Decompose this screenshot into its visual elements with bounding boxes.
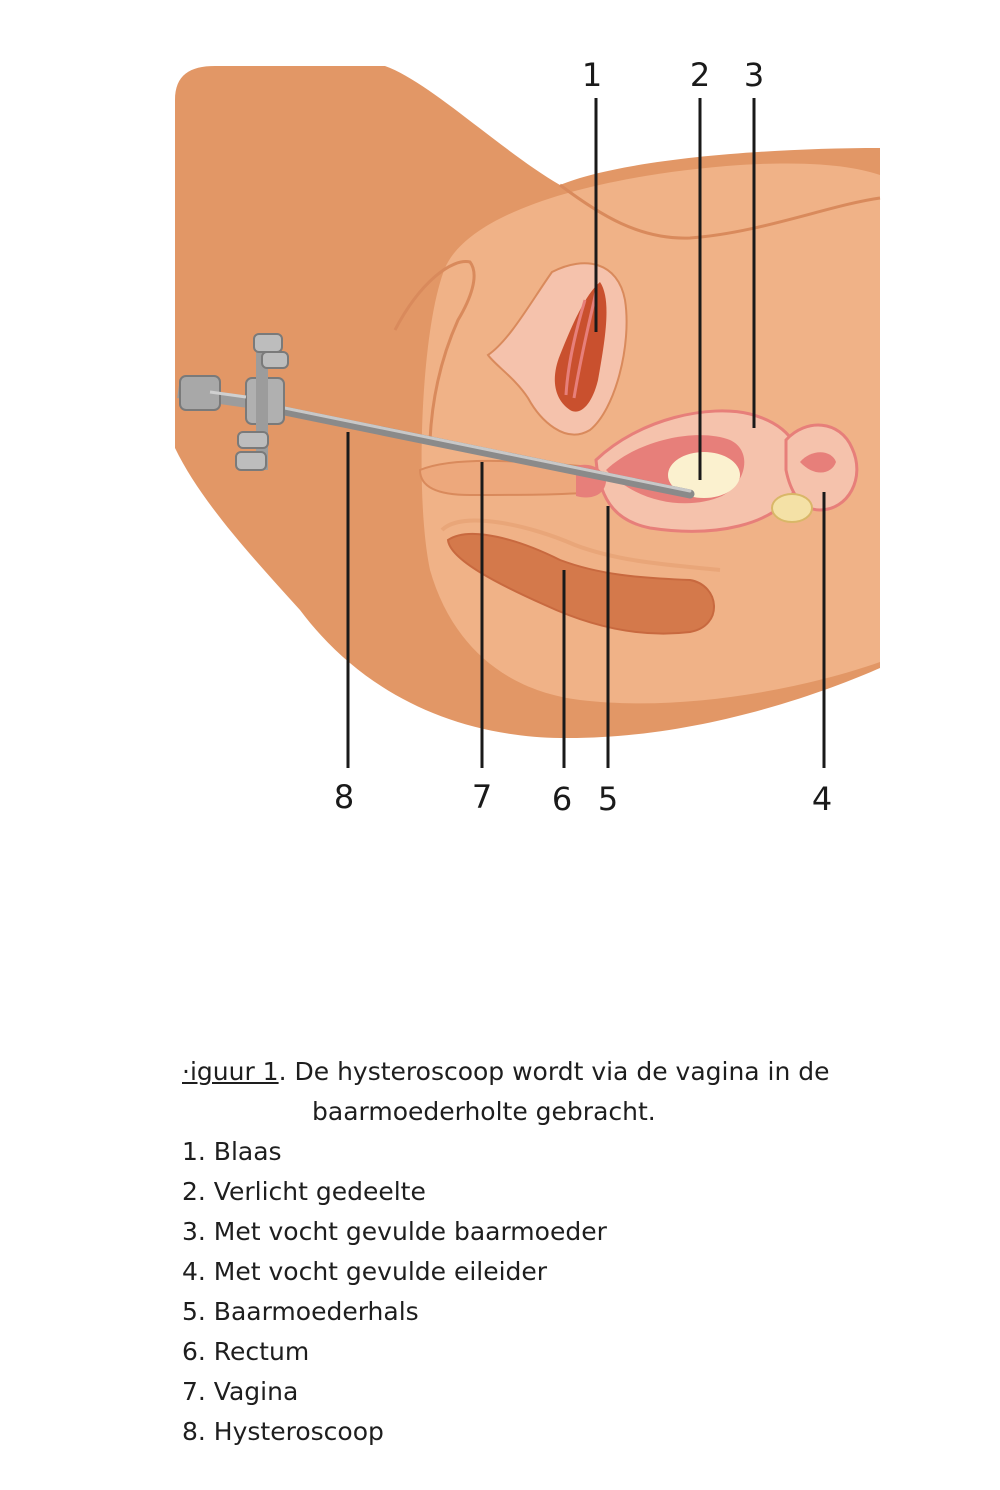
callout-number-7: 7 [471,778,493,816]
legend-item: 7. Vagina [182,1377,299,1406]
figure-caption [182,1052,942,1452]
callout-number-1: 1 [581,56,603,94]
caption-line-2: baarmoederholte gebracht. [312,1097,656,1126]
callout-number-3: 3 [743,56,765,94]
callout-number-4: 4 [811,780,833,818]
figure-reference: ·iguur 1 [182,1057,279,1086]
callout-number-5: 5 [597,780,619,818]
legend-item: 1. Blaas [182,1137,282,1166]
caption-line-1 [182,1052,942,1092]
legend-item: 4. Met vocht gevulde eileider [182,1257,548,1286]
ovary [772,494,812,522]
legend-item: 8. Hysteroscoop [182,1417,384,1446]
callout-number-6: 6 [551,780,573,818]
callout-number-8: 8 [333,778,355,816]
callout-number-2: 2 [689,56,711,94]
legend-list [182,1132,942,1452]
caption-text-1: . De hysteroscoop wordt via de vagina in de [278,1057,830,1086]
legend-item: 3. Met vocht gevulde baarmoeder [182,1217,607,1246]
legend-item: 2. Verlicht gedeelte [182,1177,426,1206]
legend-item: 6. Rectum [182,1337,310,1366]
legend-item: 5. Baarmoederhals [182,1297,419,1326]
